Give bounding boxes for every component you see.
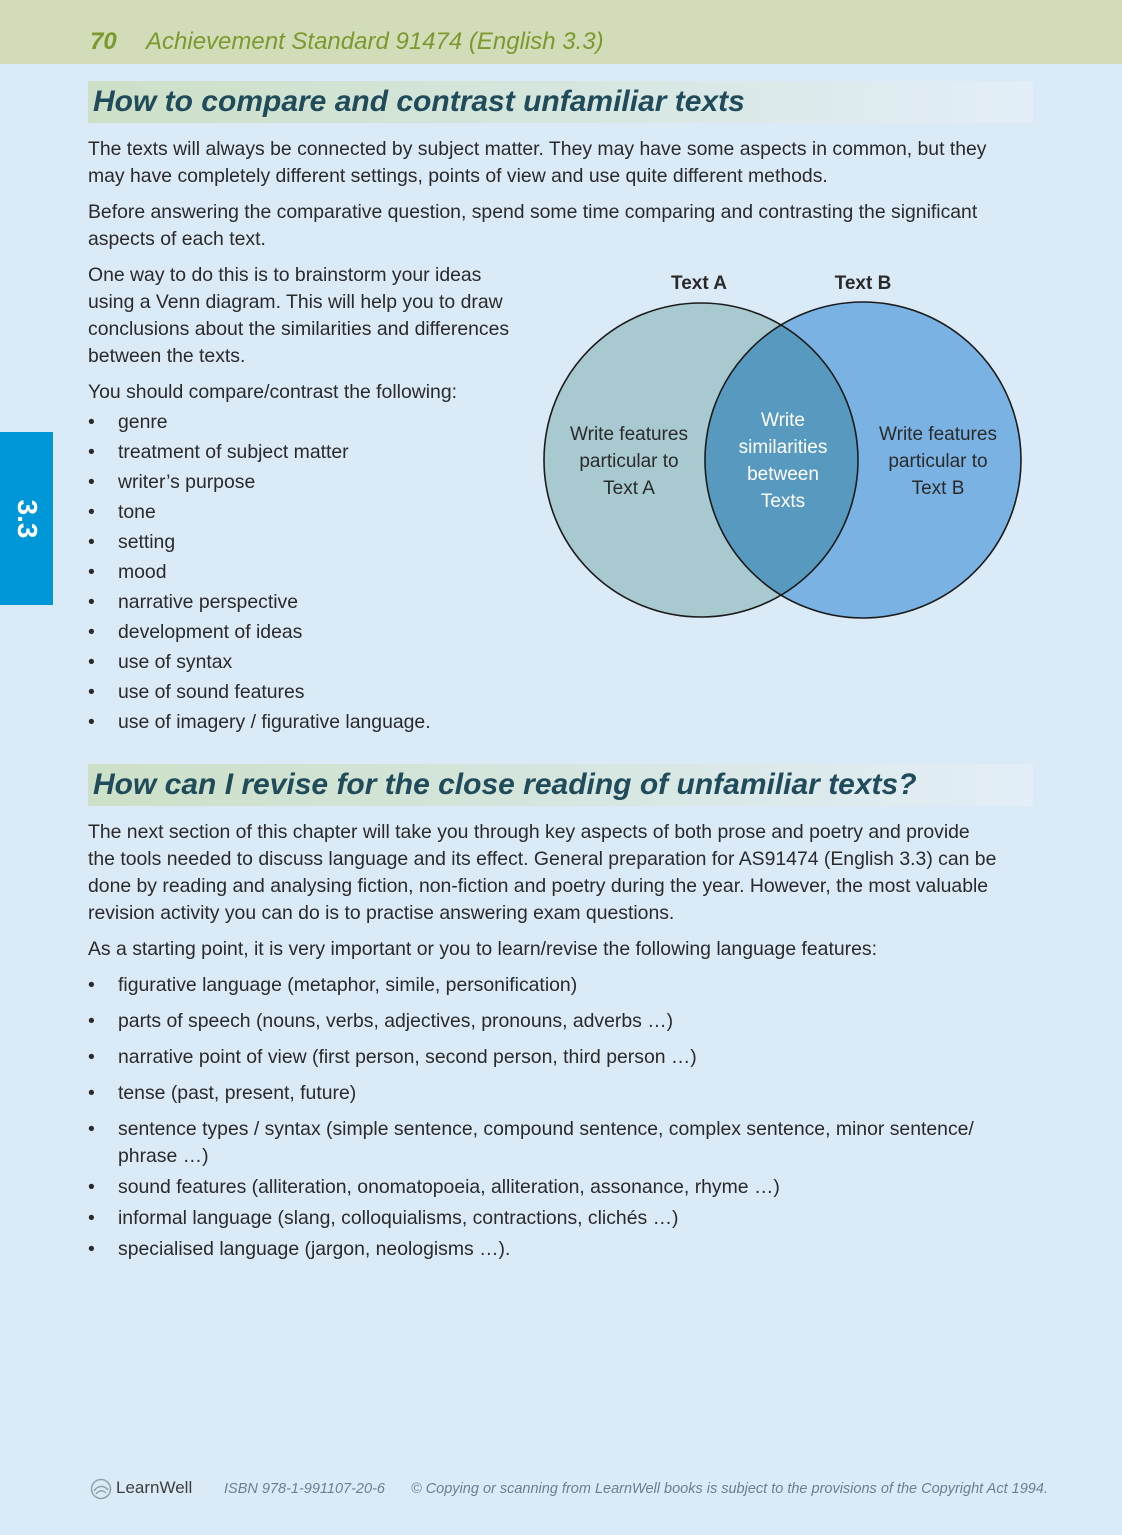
list-item: • tense (past, present, future)	[88, 1080, 974, 1107]
list-item: • use of imagery / figurative language.	[88, 707, 431, 737]
list-item: • specialised language (jargon, neologisms …).	[88, 1236, 974, 1263]
venn-middle-line-1: Write	[761, 410, 805, 431]
venn-label-text-b: Text B	[834, 273, 892, 294]
section1-venn-intro	[88, 262, 528, 370]
text-line: One way to do this is to brainstorm your ideas	[88, 264, 482, 286]
page-number: 70	[90, 28, 117, 55]
list-item	[88, 1116, 974, 1170]
section-heading-compare-text: How to compare and contrast unfamiliar texts	[93, 85, 745, 118]
learnwell-logo-icon	[90, 1478, 112, 1500]
venn-right-line-3: Text B	[911, 478, 965, 499]
footer-copyright: © Copying or scanning from LearnWell books is subject to the provisions of the Copyright Act 1994.	[411, 1481, 1048, 1497]
text-line: Before answering the comparative question, spend some time comparing and contrasting the significant	[88, 201, 978, 223]
section2-paragraph-1	[88, 819, 996, 927]
section1-paragraph-2	[88, 199, 977, 253]
language-features-list	[88, 972, 974, 1267]
section-heading-revise-text: How can I revise for the close reading of unfamiliar texts?	[93, 768, 917, 801]
venn-right-line-1: Write features	[879, 424, 997, 445]
footer-isbn: ISBN 978-1-991107-20-6	[224, 1481, 385, 1497]
list-item: • mood	[88, 557, 431, 587]
list-item: • figurative language (metaphor, simile, personification)	[88, 972, 974, 999]
venn-left-line-3: Text A	[603, 478, 655, 499]
list-item: • tone	[88, 497, 431, 527]
venn-label-text-a: Text A	[671, 273, 727, 294]
list-item: • genre	[88, 407, 431, 437]
chapter-tab-label: 3.3	[11, 499, 43, 538]
venn-middle-line-4: Texts	[760, 491, 806, 512]
list-item: • treatment of subject matter	[88, 437, 431, 467]
text-line: done by reading and analysing fiction, non-fiction and poetry during the year. However, the most valuable	[88, 875, 989, 897]
list-item: • use of syntax	[88, 647, 431, 677]
text-line: The next section of this chapter will take you through key aspects of both prose and poetry and provide	[88, 821, 970, 843]
venn-left-line-2: particular to	[579, 451, 679, 472]
list-item: • informal language (slang, colloquialisms, contractions, clichés …)	[88, 1205, 974, 1232]
text-line: aspects of each text.	[88, 228, 266, 250]
compare-aspects-list	[88, 407, 431, 737]
text-line: the tools needed to discuss language and its effect. General preparation for AS91474 (English 3.3) can be	[88, 848, 997, 870]
section1-list-intro: You should compare/contrast the following:	[88, 381, 458, 403]
text-line: between the texts.	[88, 345, 246, 367]
list-item: • use of sound features	[88, 677, 431, 707]
list-item: • writer’s purpose	[88, 467, 431, 497]
list-item: • sound features (alliteration, onomatopoeia, alliteration, assonance, rhyme …)	[88, 1174, 974, 1201]
venn-left-line-1: Write features	[570, 424, 688, 445]
chapter-tab	[0, 432, 53, 605]
venn-middle-line-3: between	[747, 464, 819, 485]
text-line: may have completely different settings, points of view and use quite different methods.	[88, 165, 828, 187]
text-line: revision activity you can do is to practise answering exam questions.	[88, 902, 675, 924]
text-line: • sentence types / syntax (simple sentence, compound sentence, complex sentence, minor sentence/	[118, 1118, 974, 1140]
running-title: Achievement Standard 91474 (English 3.3)	[146, 28, 604, 55]
list-item: • setting	[88, 527, 431, 557]
section1-paragraph-1	[88, 136, 987, 190]
venn-diagram	[540, 265, 1030, 625]
section-heading-compare	[88, 81, 1033, 123]
section2-paragraph-2: As a starting point, it is very important or you to learn/revise the following language features:	[88, 938, 877, 960]
list-item: • narrative point of view (first person, second person, third person …)	[88, 1044, 974, 1071]
list-item: • parts of speech (nouns, verbs, adjectives, pronouns, adverbs …)	[88, 1008, 974, 1035]
venn-middle-line-2: similarities	[738, 437, 828, 458]
text-line: conclusions about the similarities and differences	[88, 318, 510, 340]
section-heading-revise	[88, 764, 1033, 806]
footer-brand: LearnWell	[116, 1478, 193, 1497]
list-item: • development of ideas	[88, 617, 431, 647]
text-line: phrase …)	[118, 1145, 209, 1167]
venn-right-line-2: particular to	[888, 451, 988, 472]
list-item: • narrative perspective	[88, 587, 431, 617]
text-line: using a Venn diagram. This will help you to draw	[88, 291, 503, 313]
text-line: The texts will always be connected by subject matter. They may have some aspects in common, but they	[88, 138, 987, 160]
